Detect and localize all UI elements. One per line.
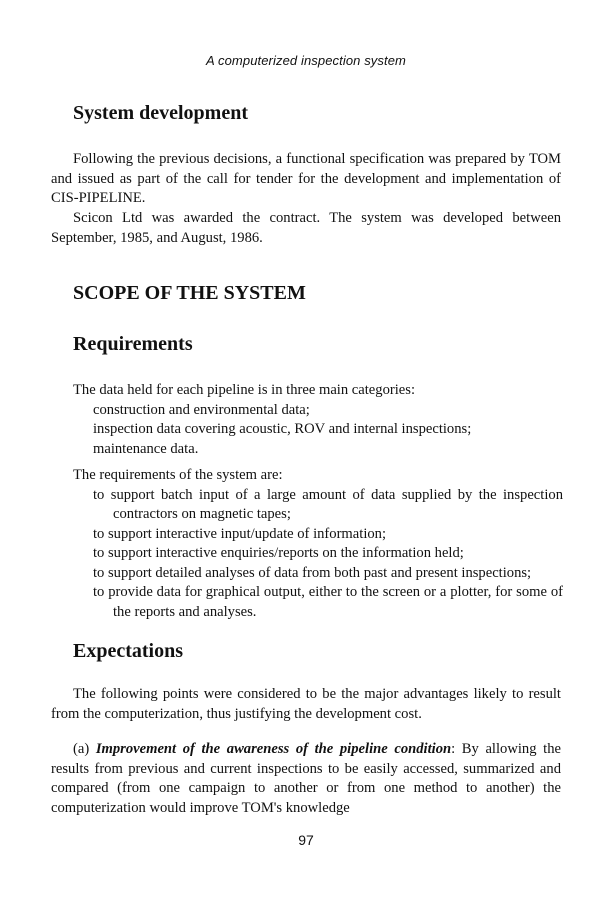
- requirements-intro-1: The data held for each pipeline is in three main categories:: [73, 382, 415, 398]
- item-a-title: Improvement of the awareness of the pipeline condition: [95, 741, 452, 757]
- heading-scope: SCOPE OF THE SYSTEM: [73, 282, 306, 304]
- heading-system-development: System development: [73, 102, 248, 124]
- requirements-intro-2: The requirements of the system are:: [73, 467, 283, 483]
- category-item: construction and environmental data;: [93, 401, 310, 418]
- heading-expectations: Expectations: [73, 640, 183, 662]
- requirements-categories-block: [73, 381, 563, 459]
- expectations-paragraph-1: [51, 685, 561, 724]
- paragraph-text: Scicon Ltd was awarded the contract. The system was developed between September, 1985, and August, 1986.: [51, 210, 561, 246]
- requirement-item: to support detailed analyses of data from both past and present inspections;: [93, 564, 532, 581]
- paragraph-text: The following points were considered to be the major advantages likely to result from the computerization, thus justifying the development cost.: [51, 686, 561, 722]
- requirement-item: to support batch input of a large amount of data supplied by the inspection contractors on magnetic tapes;: [93, 486, 563, 522]
- item-a-label: (a): [73, 741, 96, 757]
- system-development-paragraph-1: [51, 150, 561, 209]
- requirement-item: to provide data for graphical output, either to the screen or a plotter, for some of the reports and analyses.: [93, 584, 563, 620]
- paragraph-text: Following the previous decisions, a functional specification was prepared by TOM and issued as part of the call for tender for the development and implementation of CIS-PIPELINE.: [51, 151, 561, 206]
- requirement-item: to support interactive input/update of information;: [93, 525, 387, 542]
- page-number: 97: [298, 832, 314, 848]
- item-a-body: : By allowing the results from previous and current inspections to be easily accessed, summarized and compared (from one campaign to another or from one method to another) the computerization would improve TOM's knowledge: [51, 741, 561, 816]
- category-item: maintenance data.: [93, 440, 199, 457]
- expectations-item-a: [51, 740, 561, 818]
- item-a-text: [51, 740, 561, 818]
- running-head: A computerized inspection system: [206, 53, 406, 68]
- category-item: inspection data covering acoustic, ROV and internal inspections;: [93, 421, 472, 437]
- requirements-list-block: [73, 466, 563, 622]
- system-development-paragraph-2: [51, 209, 561, 248]
- heading-requirements: Requirements: [73, 333, 193, 355]
- requirement-item: to support interactive enquiries/reports on the information held;: [93, 545, 464, 561]
